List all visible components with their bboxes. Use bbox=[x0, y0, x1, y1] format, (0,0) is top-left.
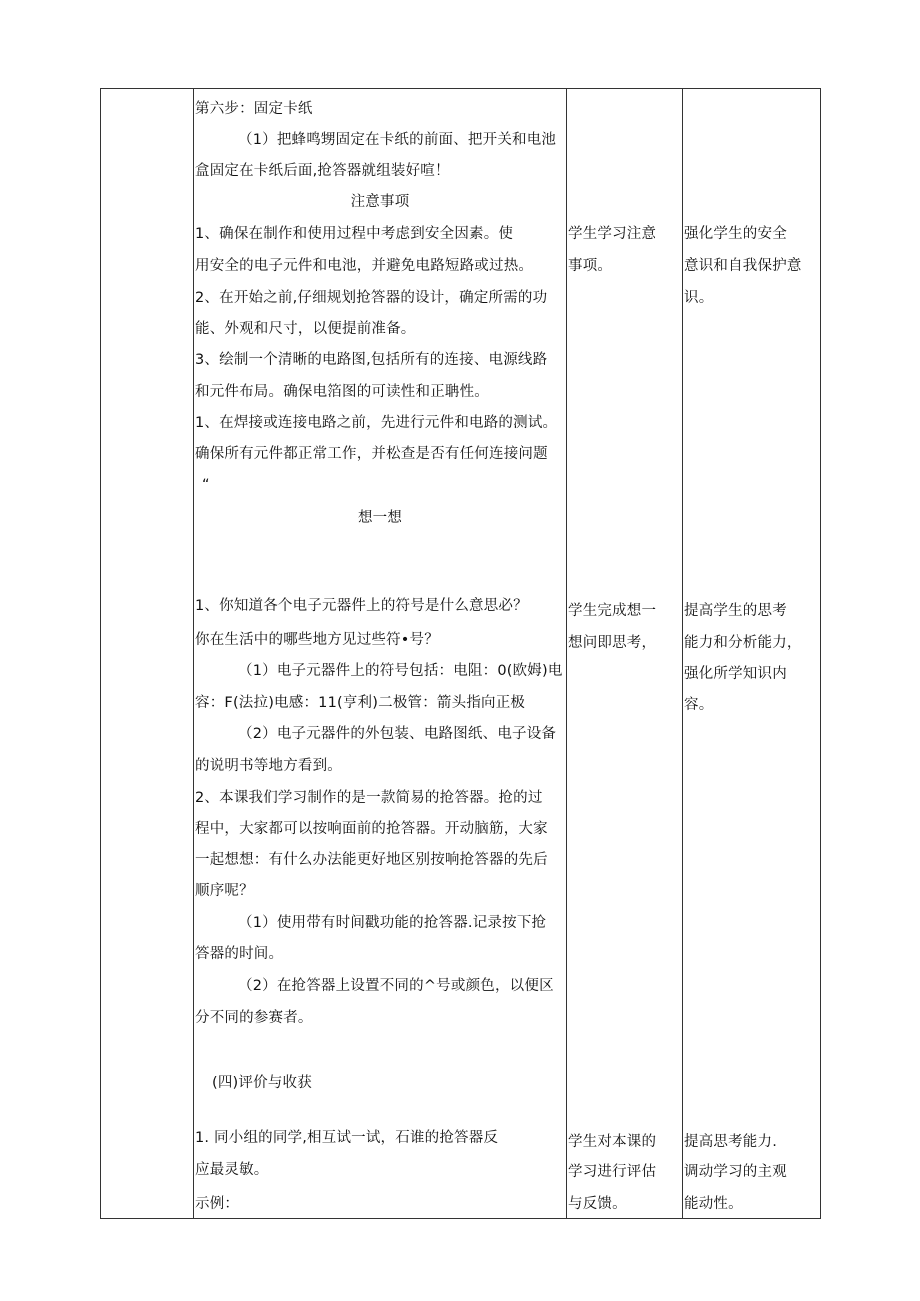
design-intent-line: 提高思考能力. bbox=[684, 1134, 778, 1150]
table-col-border-1 bbox=[100, 88, 101, 1219]
design-intent-line: 提高学生的思考 bbox=[684, 603, 787, 619]
design-intent-line: 意识和自我保护意 bbox=[684, 258, 802, 274]
note-line: 3、绘制一个清晰的电路图,包括所有的连接、电源线路 bbox=[195, 352, 548, 368]
student-activity-line: 学生完成想一 bbox=[568, 603, 657, 619]
table-col-border-2 bbox=[193, 88, 194, 1219]
design-intent-line: 强化学生的安全 bbox=[684, 226, 787, 242]
evaluation-title: (四)评价与收获 bbox=[212, 1075, 312, 1091]
note-line: 能、外观和尺寸，以便提前准备。 bbox=[195, 321, 416, 337]
step6-title: 第六步：固定卡纸 bbox=[195, 101, 313, 117]
student-activity-line: 事项。 bbox=[568, 258, 613, 274]
example-label: 示例： bbox=[195, 1196, 240, 1212]
answer-line: 答器的时间。 bbox=[195, 946, 284, 962]
design-intent-line: 能动性。 bbox=[684, 1196, 743, 1212]
answer-line: （2）电子元器件的外包装、电路图纸、电子设备 bbox=[238, 726, 557, 742]
design-intent-line: 强化所学知识内 bbox=[684, 666, 787, 682]
question-line: 一起想想：有什么办法能更好地区别按响抢答器的先后 bbox=[195, 852, 548, 868]
table-col-border-3 bbox=[566, 88, 567, 1219]
answer-line: 分不同的参赛者。 bbox=[195, 1010, 313, 1026]
question-line: 你在生活中的哪些地方见过些符•号？ bbox=[195, 632, 439, 648]
answer-line: （1）电子元器件上的符号包括：电阻：0(欧姆)电 bbox=[238, 663, 563, 679]
table-col-border-5 bbox=[820, 88, 821, 1219]
design-intent-line: 容。 bbox=[684, 697, 714, 713]
student-activity-line: 学生学习注意 bbox=[568, 226, 657, 242]
note-line: 1、在焊接或连接电路之前，先进行元件和电路的测试。 bbox=[195, 415, 558, 431]
note-line: 和元件布局。确保电箔图的可读性和正聃性。 bbox=[195, 384, 489, 400]
design-intent-line: 能力和分析能力， bbox=[684, 635, 802, 651]
table-top-border bbox=[100, 88, 821, 89]
answer-line: （1）使用带有时间戳功能的抢答器.记录按下抢 bbox=[238, 915, 547, 931]
note-line: 确保所有元件都正常工作，并松查是否有任何连接问题 bbox=[195, 446, 548, 462]
notes-title: 注意事项 bbox=[350, 194, 410, 210]
answer-line: （2）在抢答器上设置不同的^号或颜色，以便区 bbox=[238, 978, 554, 994]
design-intent-line: 识。 bbox=[684, 290, 714, 306]
question-line: 顺序呢？ bbox=[195, 883, 254, 899]
think-title: 想一想 bbox=[357, 510, 403, 526]
evaluation-line: 应最灵敏。 bbox=[195, 1162, 269, 1178]
evaluation-line: 1. 同小组的同学,相互试一试，石谁的抢答器反 bbox=[195, 1130, 499, 1146]
question-line: 1、你知道各个电子元器件上的符号是什么意思必？ bbox=[195, 598, 528, 614]
note-line: 2、在开始之前,仔细规划抢答器的设计，确定所需的功 bbox=[195, 290, 548, 306]
student-activity-line: 与反馈。 bbox=[568, 1196, 627, 1212]
table-col-border-4 bbox=[682, 88, 683, 1219]
answer-line: 容：F(法拉)电感：11(亨利)二极管：箭头指向正极 bbox=[195, 695, 526, 711]
answer-line: 的说明书等地方看到。 bbox=[195, 758, 342, 774]
student-activity-line: 学生对本课的 bbox=[568, 1134, 657, 1150]
step6-text-line: 盒固定在卡纸后面,抢答器就组装好喧！ bbox=[195, 163, 450, 179]
question-line: 2、本课我们学习制作的是一款简易的抢答器。抢的过 bbox=[195, 790, 543, 806]
step6-text-line: （1）把蜂鸣甥固定在卡纸的前面、把开关和电池 bbox=[238, 132, 557, 148]
student-activity-line: 想问即思考， bbox=[568, 635, 657, 651]
question-line: 程中，大家都可以按响面前的抢答器。开动脑筋，大家 bbox=[195, 821, 548, 837]
design-intent-line: 调动学习的主观 bbox=[684, 1164, 787, 1180]
note-line: 1、确保在制作和使用过程中考虑到安全因素。使 bbox=[195, 226, 514, 242]
table-bottom-border bbox=[100, 1218, 821, 1219]
student-activity-line: 学习进行评估 bbox=[568, 1164, 657, 1180]
note-line: 用安全的电子元件和电池，并避免电路短路或过热。 bbox=[195, 258, 534, 274]
note-line: “ bbox=[202, 477, 210, 493]
